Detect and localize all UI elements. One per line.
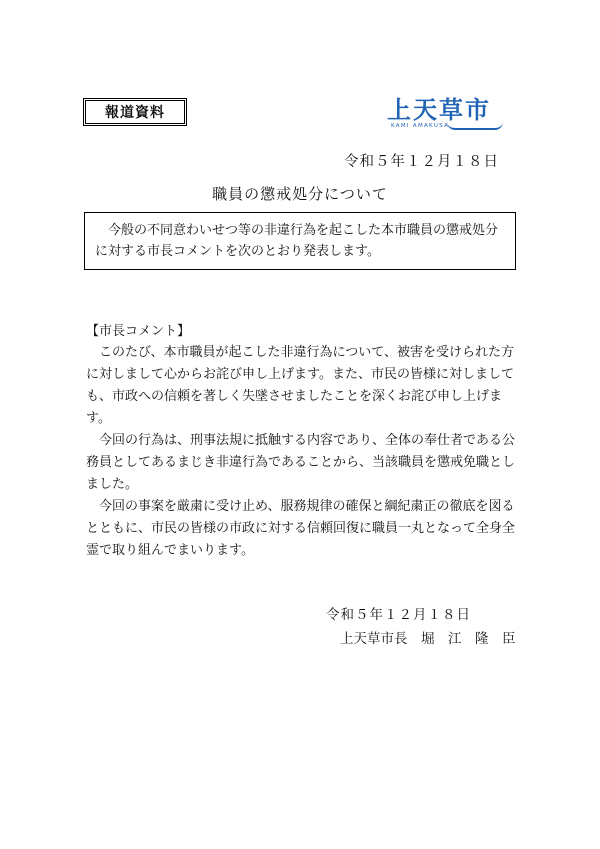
release-date: 令和５年１２月１８日: [344, 154, 499, 170]
comment-paragraph: 今回の事案を厳粛に受け止め、服務規律の確保と綱紀粛正の徹底を図るとともに、市民の皆様の市政に対する信頼回復に職員一丸となって全身全霊で取り組んでまいります。: [86, 499, 516, 558]
signature-date: 令和５年１２月１８日: [326, 607, 471, 623]
signature-name: 上天草市長 堀 江 隆 臣: [340, 631, 516, 647]
mayor-comment-heading: 【市長コメント】: [86, 324, 191, 339]
summary-text: 今般の不同意わいせつ等の非違行為を起こした本市職員の懲戒処分に対する市長コメントを次のとおり発表します。: [95, 223, 499, 259]
city-logo: [387, 98, 507, 132]
press-release-badge: 報道資料: [83, 98, 187, 126]
comment-paragraph: 今回の行為は、刑事法規に抵触する内容であり、全体の奉仕者である公務員としてあるまじき非違行為であることから、当該職員を懲戒免職としました。: [86, 433, 516, 492]
logo-swoosh-icon: [447, 122, 503, 130]
document-title: 職員の懲戒処分について: [212, 185, 388, 203]
mayor-comment-body: [86, 342, 516, 562]
city-logo-wordmark: 上天草市: [387, 96, 491, 124]
city-logo-romaji: KAMI AMAKUSA: [391, 123, 450, 129]
summary-box: [84, 212, 516, 270]
comment-paragraph: このたび、本市職員が起こした非違行為について、被害を受けられた方に対しまして心からお詫び申し上げます。また、市民の皆様に対しましても、市政への信頼を著しく失墜させましたことを深くお詫び申し上げます。: [86, 345, 514, 426]
